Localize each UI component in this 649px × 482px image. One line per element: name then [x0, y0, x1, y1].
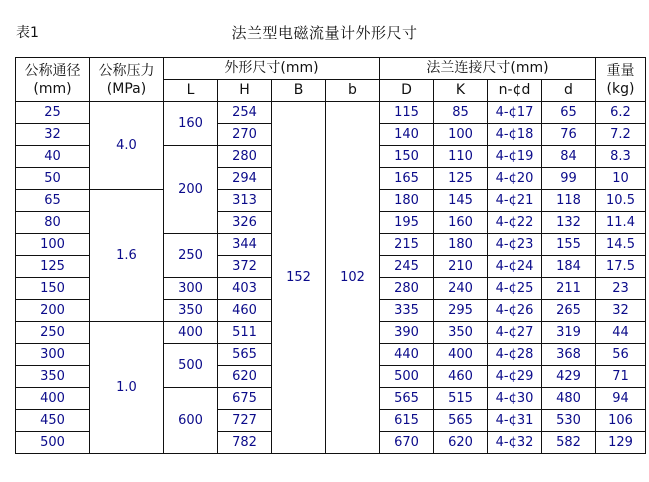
dn-cell: 250	[16, 322, 90, 344]
d-cell: 118	[542, 190, 596, 212]
dn-cell: 25	[16, 102, 90, 124]
L-cell: 160	[164, 102, 218, 146]
K-cell: 210	[434, 256, 488, 278]
nd-cell: 4-¢24	[488, 256, 542, 278]
weight-cell: 17.5	[596, 256, 646, 278]
table-number-label: 表1	[16, 25, 39, 41]
H-cell: 727	[218, 410, 272, 432]
nd-cell: 4-¢32	[488, 432, 542, 454]
K-cell: 460	[434, 366, 488, 388]
nd-cell: 4-¢17	[488, 102, 542, 124]
col-H-header: H	[218, 80, 272, 102]
dn-cell: 65	[16, 190, 90, 212]
H-cell: 280	[218, 146, 272, 168]
H-cell: 511	[218, 322, 272, 344]
col-D-header: D	[380, 80, 434, 102]
nd-cell: 4-¢29	[488, 366, 542, 388]
dn-cell: 32	[16, 124, 90, 146]
col-K-header: K	[434, 80, 488, 102]
K-cell: 515	[434, 388, 488, 410]
dn-cell: 500	[16, 432, 90, 454]
weight-cell: 71	[596, 366, 646, 388]
K-cell: 295	[434, 300, 488, 322]
dn-cell: 350	[16, 366, 90, 388]
H-cell: 313	[218, 190, 272, 212]
b-cell: 102	[326, 102, 380, 454]
weight-cell: 6.2	[596, 102, 646, 124]
nd-cell: 4-¢27	[488, 322, 542, 344]
nd-cell: 4-¢30	[488, 388, 542, 410]
weight-cell: 8.3	[596, 146, 646, 168]
D-cell: 140	[380, 124, 434, 146]
D-cell: 440	[380, 344, 434, 366]
flange-dims-header: 法兰连接尺寸(mm)	[380, 58, 596, 80]
D-cell: 670	[380, 432, 434, 454]
D-cell: 150	[380, 146, 434, 168]
weight-cell: 14.5	[596, 234, 646, 256]
d-cell: 480	[542, 388, 596, 410]
dn-cell: 300	[16, 344, 90, 366]
d-cell: 582	[542, 432, 596, 454]
pressure-cell: 1.0	[90, 322, 164, 454]
dn-cell: 50	[16, 168, 90, 190]
col-L-header: L	[164, 80, 218, 102]
d-cell: 429	[542, 366, 596, 388]
D-cell: 390	[380, 322, 434, 344]
dn-cell: 40	[16, 146, 90, 168]
weight-cell: 10	[596, 168, 646, 190]
weight-cell: 129	[596, 432, 646, 454]
d-cell: 132	[542, 212, 596, 234]
D-cell: 245	[380, 256, 434, 278]
K-cell: 145	[434, 190, 488, 212]
dimension-table	[15, 57, 646, 454]
D-cell: 195	[380, 212, 434, 234]
d-cell: 99	[542, 168, 596, 190]
pressure-cell: 4.0	[90, 102, 164, 190]
d-cell: 265	[542, 300, 596, 322]
D-cell: 115	[380, 102, 434, 124]
weight-cell: 10.5	[596, 190, 646, 212]
L-cell: 350	[164, 300, 218, 322]
D-cell: 335	[380, 300, 434, 322]
K-cell: 350	[434, 322, 488, 344]
dn-cell: 400	[16, 388, 90, 410]
D-cell: 565	[380, 388, 434, 410]
D-cell: 280	[380, 278, 434, 300]
nd-cell: 4-¢28	[488, 344, 542, 366]
col-b-header: b	[326, 80, 380, 102]
H-cell: 294	[218, 168, 272, 190]
col-nd-header: n-¢d	[488, 80, 542, 102]
dn-cell: 200	[16, 300, 90, 322]
d-cell: 211	[542, 278, 596, 300]
outline-dims-header: 外形尺寸(mm)	[164, 58, 380, 80]
K-cell: 110	[434, 146, 488, 168]
weight-cell: 106	[596, 410, 646, 432]
d-cell: 76	[542, 124, 596, 146]
D-cell: 165	[380, 168, 434, 190]
dn-cell: 80	[16, 212, 90, 234]
d-cell: 530	[542, 410, 596, 432]
dn-cell: 450	[16, 410, 90, 432]
L-cell: 500	[164, 344, 218, 388]
L-cell: 400	[164, 322, 218, 344]
H-cell: 372	[218, 256, 272, 278]
weight-cell: 23	[596, 278, 646, 300]
D-cell: 500	[380, 366, 434, 388]
nd-cell: 4-¢19	[488, 146, 542, 168]
d-cell: 368	[542, 344, 596, 366]
nd-cell: 4-¢20	[488, 168, 542, 190]
table-row	[16, 102, 646, 124]
dn-cell: 100	[16, 234, 90, 256]
K-cell: 125	[434, 168, 488, 190]
H-cell: 326	[218, 212, 272, 234]
dn-cell: 125	[16, 256, 90, 278]
H-cell: 270	[218, 124, 272, 146]
H-cell: 344	[218, 234, 272, 256]
H-cell: 254	[218, 102, 272, 124]
K-cell: 565	[434, 410, 488, 432]
K-cell: 180	[434, 234, 488, 256]
L-cell: 250	[164, 234, 218, 278]
col-d-header: d	[542, 80, 596, 102]
pressure-cell: 1.6	[90, 190, 164, 322]
H-cell: 565	[218, 344, 272, 366]
d-cell: 65	[542, 102, 596, 124]
nd-cell: 4-¢18	[488, 124, 542, 146]
nd-cell: 4-¢31	[488, 410, 542, 432]
K-cell: 160	[434, 212, 488, 234]
L-cell: 300	[164, 278, 218, 300]
dn-cell: 150	[16, 278, 90, 300]
K-cell: 400	[434, 344, 488, 366]
document-title: 法兰型电磁流量计外形尺寸	[231, 24, 418, 42]
D-cell: 215	[380, 234, 434, 256]
d-cell: 155	[542, 234, 596, 256]
weight-header: 重量(kg)	[596, 58, 646, 102]
d-cell: 184	[542, 256, 596, 278]
d-cell: 319	[542, 322, 596, 344]
weight-cell: 56	[596, 344, 646, 366]
d-cell: 84	[542, 146, 596, 168]
H-cell: 403	[218, 278, 272, 300]
nd-cell: 4-¢21	[488, 190, 542, 212]
H-cell: 782	[218, 432, 272, 454]
weight-cell: 7.2	[596, 124, 646, 146]
header-row-1	[16, 58, 646, 80]
D-cell: 615	[380, 410, 434, 432]
nd-cell: 4-¢23	[488, 234, 542, 256]
nominal-pressure-header: 公称压力(MPa)	[90, 58, 164, 102]
nd-cell: 4-¢22	[488, 212, 542, 234]
H-cell: 460	[218, 300, 272, 322]
L-cell: 600	[164, 388, 218, 454]
K-cell: 620	[434, 432, 488, 454]
col-B-header: B	[272, 80, 326, 102]
weight-cell: 32	[596, 300, 646, 322]
K-cell: 240	[434, 278, 488, 300]
K-cell: 85	[434, 102, 488, 124]
weight-cell: 44	[596, 322, 646, 344]
B-cell: 152	[272, 102, 326, 454]
weight-cell: 94	[596, 388, 646, 410]
H-cell: 620	[218, 366, 272, 388]
nd-cell: 4-¢26	[488, 300, 542, 322]
weight-cell: 11.4	[596, 212, 646, 234]
D-cell: 180	[380, 190, 434, 212]
nd-cell: 4-¢25	[488, 278, 542, 300]
H-cell: 675	[218, 388, 272, 410]
L-cell: 200	[164, 146, 218, 234]
K-cell: 100	[434, 124, 488, 146]
nominal-diameter-header: 公称通径(mm)	[16, 58, 90, 102]
